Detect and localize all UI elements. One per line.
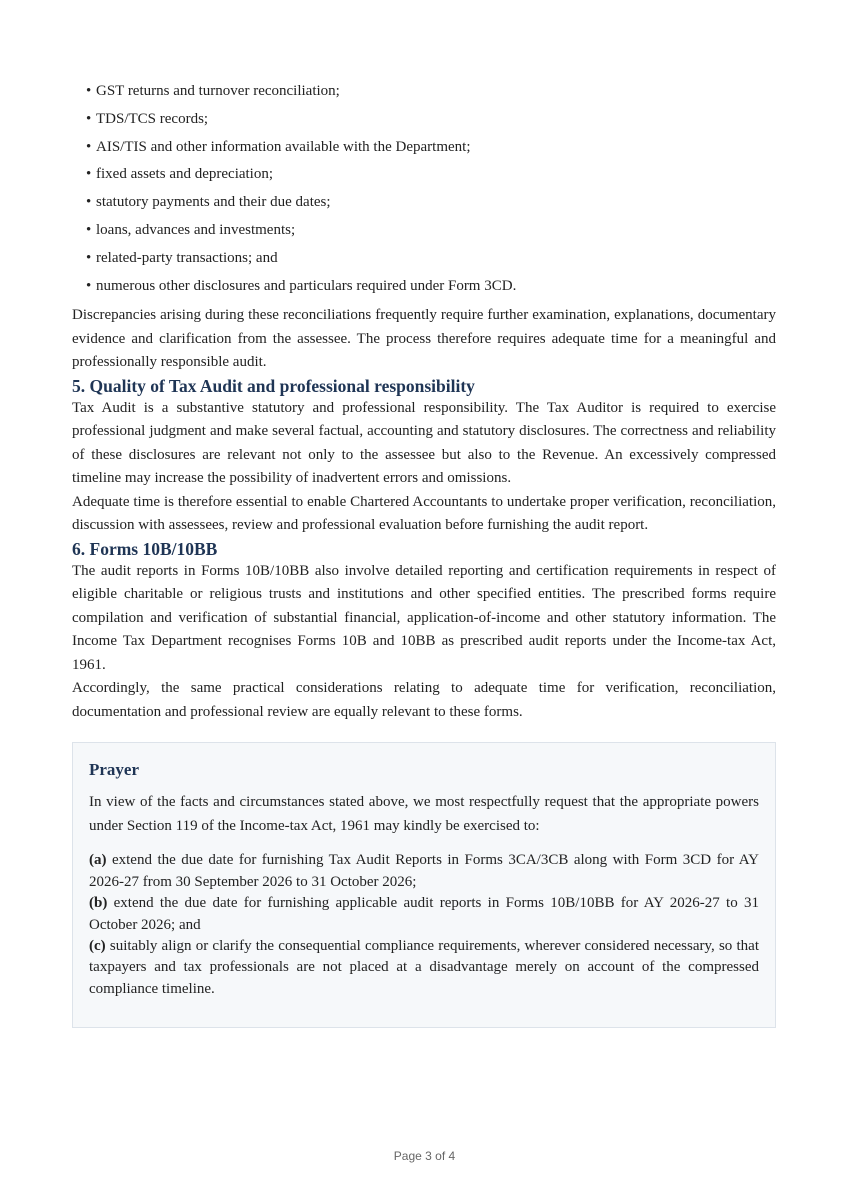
reconciliation-bullet-list — [72, 82, 776, 296]
bullet-marker: • — [86, 138, 92, 155]
prayer-item-text: suitably align or clarify the consequential compliance requirements, wherever considered necessary, so that taxpayers and tax professionals are not placed at a disadvantage merely on account of the compressed compliance timeline. — [89, 938, 759, 997]
bullet-item — [86, 165, 776, 184]
bullet-marker: • — [86, 110, 92, 127]
prayer-box — [72, 742, 776, 1028]
prayer-item-a — [89, 850, 759, 893]
prayer-item-c — [89, 936, 759, 1000]
discrepancies-paragraph: Discrepancies arising during these reconciliations frequently require further examination, explanations, documentary evidence and clarification from the assessee. The process therefore requires adequate time for a meaningful and professionally responsible audit. — [72, 307, 776, 371]
prayer-item-text: extend the due date for furnishing applicable audit reports in Forms 10B/10BB for AY 2026-27 to 31 October 2026; and — [89, 895, 759, 933]
bullet-marker: • — [86, 83, 92, 99]
prayer-request-list — [89, 850, 759, 1000]
bullet-marker: • — [86, 221, 92, 238]
bullet-marker: • — [86, 166, 92, 183]
prayer-item-label: (a) — [89, 852, 107, 869]
prayer-intro: In view of the facts and circumstances stated above, we most respectfully request that the appropriate powers under Section 119 of the Income-tax Act, 1961 may kindly be exercised to: — [89, 794, 759, 834]
bullet-marker: • — [86, 277, 92, 294]
bullet-text: fixed assets and depreciation; — [96, 166, 274, 183]
bullet-text: loans, advances and investments; — [96, 221, 296, 238]
prayer-item-label: (c) — [89, 938, 106, 954]
bullet-text: related-party transactions; and — [96, 249, 278, 266]
prayer-item-label: (b) — [89, 895, 108, 912]
bullet-item — [86, 277, 776, 296]
section-5-paragraph-2: Adequate time is therefore essential to enable Chartered Accountants to undertake proper verification, reconciliation, discussion with assessees, review and professional evaluation before furnishing the audit report. — [72, 493, 776, 534]
bullet-text: numerous other disclosures and particulars required under Form 3CD. — [96, 277, 517, 294]
bullet-item — [86, 249, 776, 268]
bullet-item — [86, 110, 776, 129]
section-5-heading: 5. Quality of Tax Audit and professional responsibility — [72, 375, 475, 396]
bullet-item — [86, 193, 776, 212]
prayer-item-b — [89, 893, 759, 936]
bullet-marker: • — [86, 249, 92, 266]
section-6-heading: 6. Forms 10B/10BB — [72, 538, 218, 559]
section-6-paragraph-2: Accordingly, the same practical considerations relating to adequate time for verification, reconciliation, documentation and professional review are equally relevant to these forms. — [72, 680, 776, 720]
bullet-text: TDS/TCS records; — [96, 110, 209, 127]
bullet-item — [86, 138, 776, 157]
bullet-text: statutory payments and their due dates; — [96, 194, 331, 211]
page-number-footer: Page 3 of 4 — [393, 1149, 456, 1163]
bullet-text: AIS/TIS and other information available with the Department; — [96, 138, 471, 155]
bullet-item — [86, 82, 776, 101]
bullet-marker: • — [86, 194, 92, 211]
section-6-paragraph-1: The audit reports in Forms 10B/10BB also involve detailed reporting and certification requirements in respect of eligible charitable or religious trusts and institutions and other specified entities. The prescribed forms require compilation and verification of substantial financial, application-of-income and other statutory information. The Income Tax Department recognises Forms 10B and 10BB as prescribed audit reports under the Income-tax Act, 1961. — [72, 562, 776, 673]
bullet-item — [86, 221, 776, 240]
bullet-text: GST returns and turnover reconciliation; — [96, 83, 340, 99]
prayer-item-text: extend the due date for furnishing Tax Audit Reports in Forms 3CA/3CB along with Form 3CD for AY 2026-27 from 30 September 2026 to 31 October 2026; — [89, 852, 760, 890]
prayer-heading: Prayer — [89, 760, 140, 780]
page-content — [72, 82, 776, 1028]
section-5-paragraph-1: Tax Audit is a substantive statutory and professional responsibility. The Tax Auditor is required to exercise professional judgment and make several factual, accounting and statutory disclosures. The correctness and reliability of these disclosures are relevant not only to the assessee but also to the Revenue. An excessively compressed timeline may increase the possibility of inadvertent errors and omissions. — [72, 399, 776, 487]
